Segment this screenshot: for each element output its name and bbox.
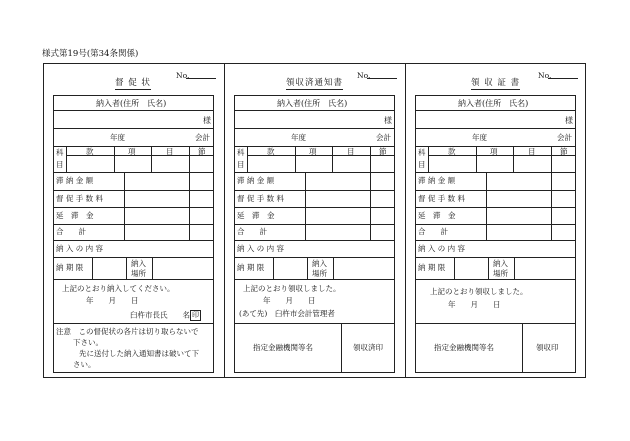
col-kan: 款 bbox=[267, 147, 275, 156]
row-fee: 督 促 手 数 料 bbox=[56, 194, 104, 203]
row-fee: 督 促 手 数 料 bbox=[237, 194, 285, 203]
fiscal-year-label: 年度 bbox=[472, 133, 487, 142]
row-arrears: 滞 納 金 額 bbox=[237, 176, 275, 185]
receipt-stamp-label: 領収済印 bbox=[353, 343, 383, 352]
number-label: No. bbox=[357, 71, 371, 80]
row-total: 合 計 bbox=[237, 227, 267, 236]
message-text: 上記のとおり領収しました。 bbox=[430, 287, 528, 296]
row-fee: 督 促 手 数 料 bbox=[418, 194, 466, 203]
kamoku-label: 科 bbox=[56, 148, 64, 157]
sama-label: 様 bbox=[384, 116, 392, 125]
slip-table bbox=[234, 95, 395, 373]
number-line bbox=[548, 78, 578, 79]
place-label: 場所 bbox=[493, 269, 508, 278]
payer-label: 納入者(住所 氏名) bbox=[458, 99, 529, 108]
message-text: 上記のとおり納入してください。 bbox=[62, 284, 175, 293]
number-label: No. bbox=[176, 71, 190, 80]
fiscal-year-label: 年度 bbox=[291, 133, 306, 142]
date-line: 年 月 日 bbox=[263, 296, 316, 305]
col-setsu: 節 bbox=[560, 147, 568, 156]
place-label: 納入 bbox=[493, 259, 508, 268]
sama-label: 様 bbox=[565, 116, 573, 125]
row-content: 納 入 の 内 容 bbox=[418, 244, 466, 253]
form-caption: 様式第19号(第34条関係) bbox=[42, 49, 139, 59]
row-total: 合 計 bbox=[418, 227, 448, 236]
col-kou: 項 bbox=[128, 147, 136, 156]
col-setsu: 節 bbox=[379, 147, 387, 156]
note-line: 下さい。 bbox=[73, 338, 103, 347]
bank-name-label: 指定金融機関等名 bbox=[253, 343, 313, 352]
number-line bbox=[367, 78, 397, 79]
place-label: 納入 bbox=[131, 259, 146, 268]
row-late-charge: 延 滞 金 bbox=[418, 211, 456, 220]
panel-receipt bbox=[405, 63, 586, 378]
place-label: 場所 bbox=[312, 269, 327, 278]
col-moku: 目 bbox=[528, 147, 536, 156]
slip-table bbox=[53, 95, 214, 373]
kamoku-label: 科 bbox=[418, 148, 426, 157]
row-late-charge: 延 滞 金 bbox=[237, 211, 275, 220]
panel-receipt-notice bbox=[224, 63, 405, 378]
bank-name-label: 指定金融機関等名 bbox=[434, 343, 494, 352]
kamoku-label: 目 bbox=[418, 160, 426, 169]
row-total: 合 計 bbox=[56, 227, 86, 236]
deadline-label: 納 期 限 bbox=[237, 263, 265, 272]
col-moku: 目 bbox=[166, 147, 174, 156]
col-setsu: 節 bbox=[198, 147, 206, 156]
note-line: 注意 この督促状の各片は切り取らないで bbox=[56, 327, 199, 336]
panel-reminder bbox=[43, 63, 224, 378]
issuer-line bbox=[130, 310, 201, 321]
place-label: 納入 bbox=[312, 259, 327, 268]
fiscal-year-label: 年度 bbox=[110, 133, 125, 142]
sama-label: 様 bbox=[203, 116, 211, 125]
row-arrears: 滞 納 金 額 bbox=[56, 176, 94, 185]
panel-title: 領 収 証 書 bbox=[471, 78, 521, 88]
deadline-label: 納 期 限 bbox=[418, 263, 446, 272]
receipt-stamp-label: 領収印 bbox=[536, 343, 559, 352]
panel-title: 領収済通知書 bbox=[286, 78, 344, 88]
row-content: 納 入 の 内 容 bbox=[56, 244, 104, 253]
kamoku-label: 科 bbox=[237, 148, 245, 157]
slip-table bbox=[415, 95, 576, 373]
kamoku-label: 目 bbox=[56, 160, 64, 169]
col-kan: 款 bbox=[448, 147, 456, 156]
account-label: 会計 bbox=[557, 133, 572, 142]
payer-label: 納入者(住所 氏名) bbox=[96, 99, 167, 108]
deadline-label: 納 期 限 bbox=[56, 263, 84, 272]
date-line: 年 月 日 bbox=[86, 296, 139, 305]
col-moku: 目 bbox=[347, 147, 355, 156]
col-kou: 項 bbox=[490, 147, 498, 156]
number-line bbox=[186, 78, 216, 79]
account-label: 会計 bbox=[376, 133, 391, 142]
number-label: No. bbox=[538, 71, 552, 80]
addressee-line: (あて先) 臼杵市会計管理者 bbox=[239, 309, 335, 318]
row-content: 納 入 の 内 容 bbox=[237, 244, 285, 253]
panel-title: 督 促 状 bbox=[115, 78, 151, 88]
account-label: 会計 bbox=[195, 133, 210, 142]
col-kan: 款 bbox=[86, 147, 94, 156]
note-line: 先に送付した納入通知書は破いて下 bbox=[79, 349, 199, 358]
row-late-charge: 延 滞 金 bbox=[56, 211, 94, 220]
col-kou: 項 bbox=[309, 147, 317, 156]
issuer-name: 臼杵市長氏 名 bbox=[130, 310, 190, 320]
row-arrears: 滞 納 金 額 bbox=[418, 176, 456, 185]
place-label: 場所 bbox=[131, 269, 146, 278]
note-line: さい。 bbox=[73, 360, 96, 369]
message-text: 上記のとおり領収しました。 bbox=[243, 284, 341, 293]
seal-mark: 印 bbox=[192, 311, 199, 319]
kamoku-label: 目 bbox=[237, 160, 245, 169]
payer-label: 納入者(住所 氏名) bbox=[277, 99, 348, 108]
date-line: 年 月 日 bbox=[448, 300, 501, 309]
